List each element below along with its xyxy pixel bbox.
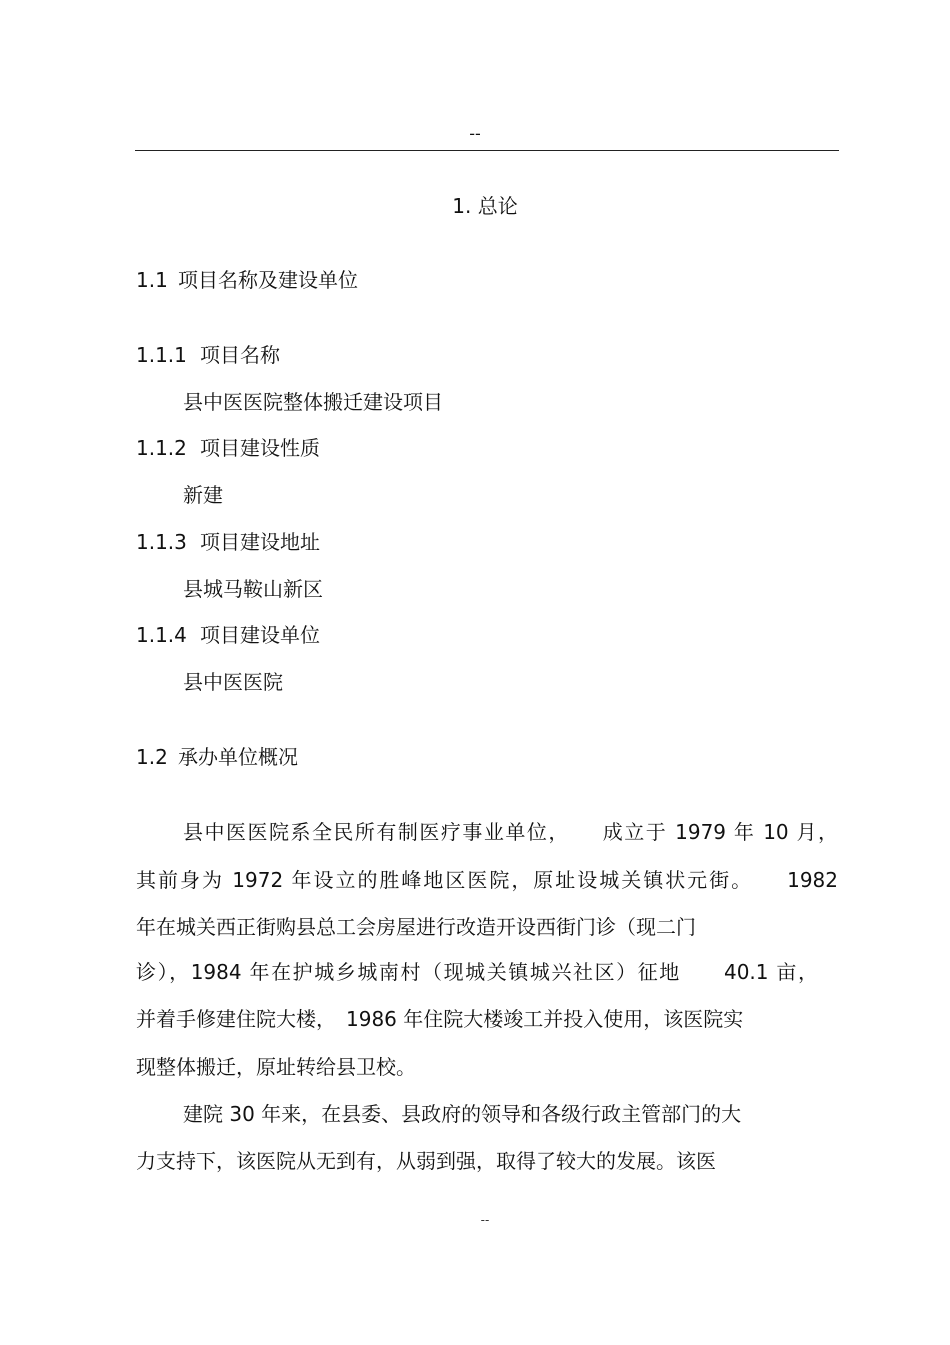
subsection-number: 1.1.1 [136, 343, 187, 367]
page-footer-mark: -- [480, 1213, 490, 1227]
page-header-mark: -- [469, 124, 481, 143]
subsection-1-1-2-heading [136, 434, 320, 462]
section-title: 项目名称及建设单位 [178, 268, 358, 292]
subsection-title: 项目名称 [200, 343, 280, 367]
paragraph-line: 县中医医院系全民所有制医疗事业单位， 成立于 1979 年 10 月， [183, 820, 838, 844]
subsection-number: 1.1.4 [136, 623, 187, 647]
subsection-title: 项目建设地址 [200, 530, 320, 554]
paragraph-line: 并着手修建住院大楼， 1986 年住院大楼竣工并投入使用，该医院实 [136, 1007, 744, 1031]
paragraph-line: 建院 30 年来，在县委、县政府的领导和各级行政主管部门的大 [183, 1102, 742, 1126]
section-1-2-heading [136, 743, 298, 771]
subsection-1-1-3-heading [136, 528, 320, 556]
paragraph-line: 诊），1984 年在护城乡城南村（现城关镇城兴社区）征地 40.1 亩， [136, 960, 818, 984]
section-number: 1.1 [136, 268, 168, 292]
section-number: 1.2 [136, 745, 168, 769]
subsection-1-1-4-heading [136, 621, 320, 649]
subsection-1-1-1-value: 县中医医院整体搬迁建设项目 [183, 390, 443, 414]
paragraph-line: 年在城关西正街购县总工会房屋进行改造开设西街门诊（现二门 [136, 915, 696, 939]
paragraph-line: 现整体搬迁，原址转给县卫校。 [136, 1055, 416, 1079]
subsection-1-1-4-value: 县中医医院 [183, 670, 283, 694]
subsection-number: 1.1.2 [136, 436, 187, 460]
subsection-title: 项目建设性质 [200, 436, 320, 460]
header-rule [135, 150, 839, 151]
chapter-title: 1. 总论 [452, 194, 518, 218]
section-title: 承办单位概况 [178, 745, 298, 769]
paragraph-line: 其前身为 1972 年设立的胜峰地区医院，原址设城关镇状元街。 1982 [136, 868, 838, 892]
section-1-1-heading [136, 266, 358, 294]
subsection-1-1-3-value: 县城马鞍山新区 [183, 577, 323, 601]
subsection-1-1-2-value: 新建 [183, 483, 223, 507]
subsection-number: 1.1.3 [136, 530, 187, 554]
subsection-title: 项目建设单位 [200, 623, 320, 647]
subsection-1-1-1-heading [136, 341, 280, 369]
paragraph-line: 力支持下，该医院从无到有，从弱到强，取得了较大的发展。该医 [136, 1149, 716, 1173]
